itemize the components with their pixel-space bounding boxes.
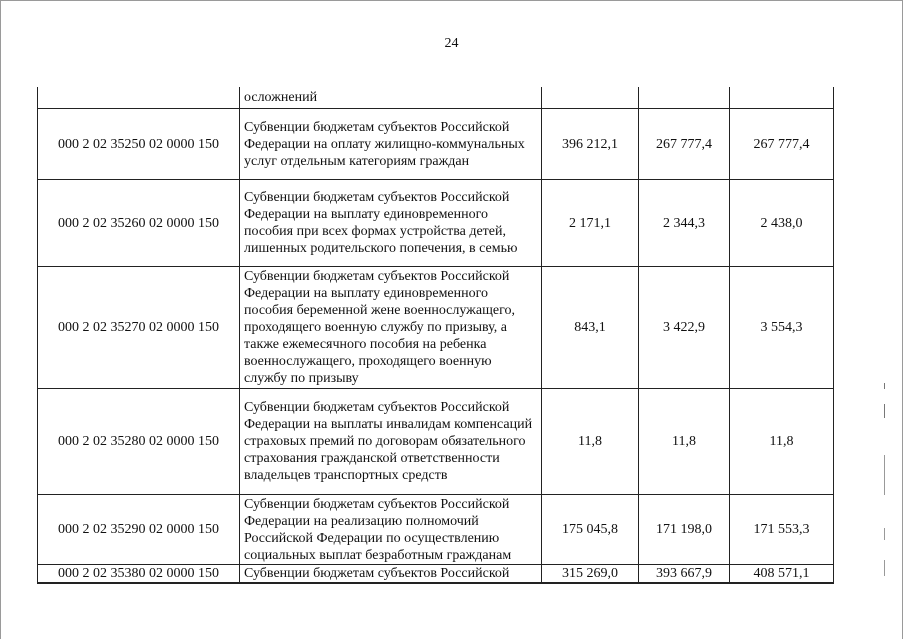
name-cell: Субвенции бюджетам субъектов Российской Федерации на реализацию полномочий Российской Федерации по осуществлению социальных выплат безработным гражданам — [240, 495, 542, 565]
table-row — [38, 180, 834, 267]
value-cell-year2: 267 777,4 — [639, 109, 730, 180]
name-cell: осложнений — [240, 87, 542, 109]
code-cell: 000 2 02 35380 02 0000 150 — [38, 565, 240, 584]
table-row — [38, 267, 834, 389]
value-cell-year3: 171 553,3 — [730, 495, 834, 565]
table-row — [38, 565, 834, 584]
value-cell-year3: 408 571,1 — [730, 565, 834, 584]
name-cell: Субвенции бюджетам субъектов Российской Федерации на выплату единовременного пособия беременной жене военнослужащего, проходящего военную службу по призыву, а также ежемесячного пособия на ребенка военнослужащего, проходящего военную службу по призыву — [240, 267, 542, 389]
scan-mark — [884, 404, 885, 418]
name-cell: Субвенции бюджетам субъектов Российской Федерации на оплату жилищно-коммунальных услуг отдельным категориям граждан — [240, 109, 542, 180]
budget-table — [37, 87, 834, 584]
value-cell-year2: 2 344,3 — [639, 180, 730, 267]
value-cell-year1: 396 212,1 — [542, 109, 639, 180]
table-row — [38, 389, 834, 495]
scan-mark — [884, 528, 885, 540]
table-row-continuation — [38, 87, 834, 109]
scan-mark — [884, 383, 885, 389]
value-cell-year3: 11,8 — [730, 389, 834, 495]
table-row — [38, 495, 834, 565]
value-cell — [542, 87, 639, 109]
value-cell-year2: 171 198,0 — [639, 495, 730, 565]
value-cell-year1: 11,8 — [542, 389, 639, 495]
value-cell-year2: 393 667,9 — [639, 565, 730, 584]
value-cell-year2: 3 422,9 — [639, 267, 730, 389]
code-cell: 000 2 02 35250 02 0000 150 — [38, 109, 240, 180]
value-cell-year3: 3 554,3 — [730, 267, 834, 389]
value-cell-year1: 843,1 — [542, 267, 639, 389]
value-cell-year1: 315 269,0 — [542, 565, 639, 584]
scan-mark — [884, 455, 885, 495]
value-cell-year2: 11,8 — [639, 389, 730, 495]
code-cell: 000 2 02 35280 02 0000 150 — [38, 389, 240, 495]
code-cell — [38, 87, 240, 109]
code-cell: 000 2 02 35270 02 0000 150 — [38, 267, 240, 389]
value-cell-year1: 175 045,8 — [542, 495, 639, 565]
code-cell: 000 2 02 35290 02 0000 150 — [38, 495, 240, 565]
name-cell: Субвенции бюджетам субъектов Российской Федерации на выплаты инвалидам компенсаций страховых премий по договорам обязательного страхования гражданской ответственности владельцев транспортных средств — [240, 389, 542, 495]
page-number: 24 — [444, 36, 459, 51]
table-row — [38, 109, 834, 180]
value-cell-year3: 267 777,4 — [730, 109, 834, 180]
name-cell: Субвенции бюджетам субъектов Российской — [240, 565, 542, 584]
code-cell: 000 2 02 35260 02 0000 150 — [38, 180, 240, 267]
scan-mark — [884, 560, 885, 576]
value-cell-year1: 2 171,1 — [542, 180, 639, 267]
value-cell-year3: 2 438,0 — [730, 180, 834, 267]
value-cell — [639, 87, 730, 109]
name-cell: Субвенции бюджетам субъектов Российской Федерации на выплату единовременного пособия при всех формах устройства детей, лишенных родительского попечения, в семью — [240, 180, 542, 267]
value-cell — [730, 87, 834, 109]
